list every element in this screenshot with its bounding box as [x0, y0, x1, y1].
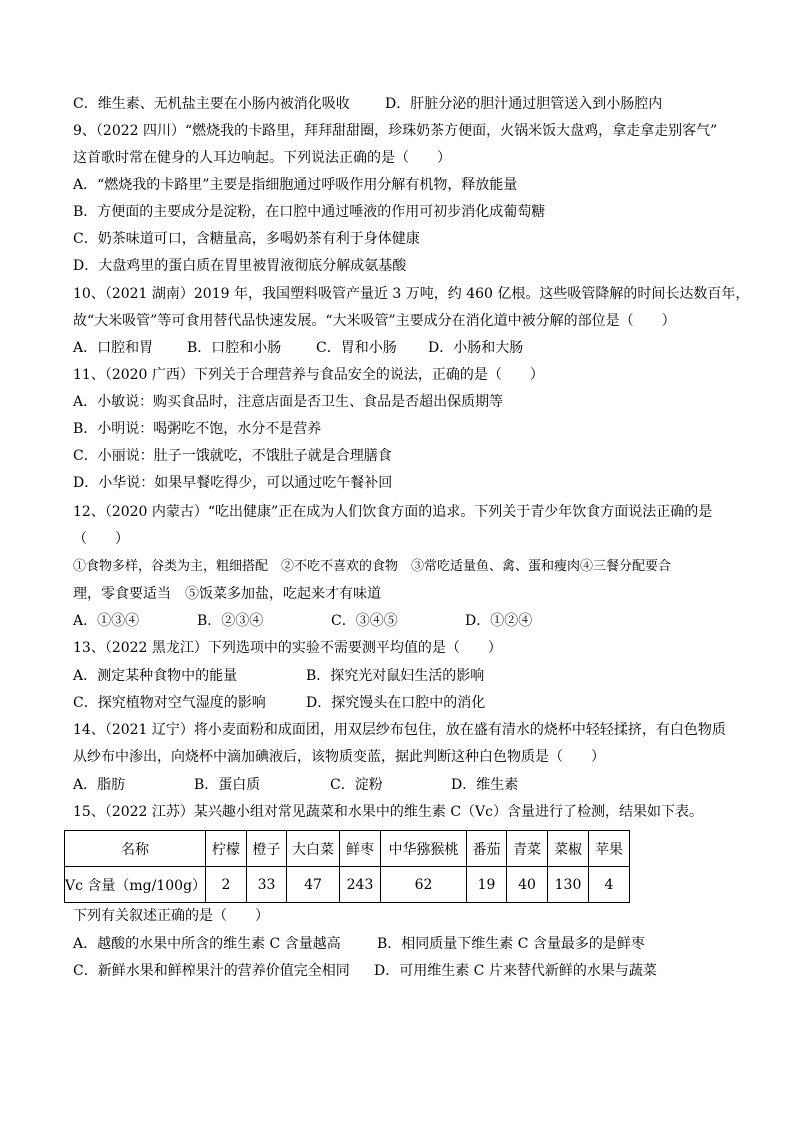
q9-option-c: C．奶茶味道可口，含糖量高，多喝奶茶有利于身体健康: [73, 231, 420, 247]
q15-option-a: A．越酸的水果中所含的维生素 C 含量越高: [73, 936, 341, 952]
table-value-cell: 130: [548, 867, 589, 903]
q11-option-b: B．小明说：喝粥吃不饱，水分不是营养: [73, 421, 322, 437]
table-header-cell: 柠檬: [206, 831, 247, 867]
q10-option-c: C．胃和小肠: [316, 340, 397, 356]
q11-option-c: C．小丽说：肚子一饿就吃，不饿肚子就是合理膳食: [73, 448, 392, 464]
table-header-cell: 中华猕猴桃: [381, 831, 467, 867]
table-header-cell: 橙子: [247, 831, 287, 867]
q15-option-d: D．可用维生素 C 片来替代新鲜的水果与蔬菜: [374, 963, 657, 979]
q12-option-c: C．③④⑤: [331, 613, 398, 629]
q12-stem-line1: 12、（2020 内蒙古）“吃出健康”正在成为人们饮食方面的追求。下列关于青少年饮食方面说法正确的是: [73, 504, 713, 520]
q15-stem: 15、（2022 江苏）某兴趣小组对常见蔬菜和水果中的维生素 C（Vc）含量进行了检测，结果如下表。: [73, 804, 704, 820]
q14-stem-line1: 14、（2021 辽宁）将小麦面粉和成面团，用双层纱布包住，放在盛有清水的烧杯中轻轻揉挤，有白色物质: [73, 722, 726, 738]
table-header-cell: 青菜: [507, 831, 548, 867]
q12-option-d: D．①②④: [465, 613, 533, 629]
q9-option-a: A．“燃烧我的卡路里”主要是指细胞通过呼吸作用分解有机物，释放能量: [73, 177, 518, 193]
table-header-cell: 番茄: [467, 831, 507, 867]
q10-option-d: D．小肠和大肠: [428, 340, 524, 356]
q13-stem: 13、（2022 黑龙江）下列选项中的实验不需要测平均值的是（ ）: [73, 640, 502, 656]
q12-choices-line2: 理，零食要适当 ⑤饭菜多加盐，吃起来才有味道: [73, 586, 381, 602]
q9-stem-line2: 这首歌时常在健身的人耳边响起。下列说法正确的是（ ）: [73, 150, 451, 166]
q9-option-b: B．方便面的主要成分是淀粉，在口腔中通过唾液的作用可初步消化成葡萄糖: [73, 204, 546, 220]
q12-option-a: A．①③④: [73, 613, 140, 629]
table-value-cell: 47: [287, 867, 340, 903]
q14-option-c: C．淀粉: [330, 777, 383, 793]
table-value-cell: 33: [247, 867, 287, 903]
table-row-label: Vc 含量（mg/100g）: [65, 867, 206, 903]
q14-option-b: B．蛋白质: [194, 777, 261, 793]
table-header-cell: 鲜枣: [340, 831, 381, 867]
q14-stem-line2: 从纱布中渗出，向烧杯中滴加碘液后，该物质变蓝，据此判断这种白色物质是（ ）: [73, 749, 605, 765]
table-header-label: 名称: [65, 831, 206, 867]
q9-stem-line1: 9、（2022 四川）“燃烧我的卡路里，拜拜甜甜圈，珍珠奶茶方便面，火锅米饭大盘鸡，拿走拿走别客气”: [73, 123, 718, 139]
table-value-cell: 243: [340, 867, 381, 903]
table-value-cell: 40: [507, 867, 548, 903]
q13-option-b: B．探究光对鼠妇生活的影响: [306, 668, 485, 684]
q13-option-c: C．探究植物对空气湿度的影响: [73, 695, 266, 711]
q13-option-d: D．探究馒头在口腔中的消化: [306, 695, 486, 711]
q11-stem: 11、（2020 广西）下列关于合理营养与食品安全的说法，正确的是（ ）: [73, 367, 544, 383]
table-header-cell: 苹果: [589, 831, 630, 867]
q14-option-d: D．维生素: [451, 777, 519, 793]
vitamin-c-table: [64, 830, 630, 903]
q13-option-a: A．测定某种食物中的能量: [73, 668, 238, 684]
q14-option-a: A．脂肪: [73, 777, 126, 793]
table-value-cell: 62: [381, 867, 467, 903]
q11-option-a: A．小敏说：购买食品时，注意店面是否卫生、食品是否超出保质期等: [73, 394, 504, 410]
q10-stem-line2: 故“大米吸管”等可食用替代品快速发展。“大米吸管”主要成分在消化道中被分解的部位是（ ）: [73, 313, 676, 329]
q8-option-d: D．肝脏分泌的胆汁通过胆管送入到小肠腔内: [385, 96, 663, 112]
q10-option-b: B．口腔和小肠: [187, 340, 282, 356]
q11-option-d: D．小华说：如果早餐吃得少，可以通过吃午餐补回: [73, 475, 393, 491]
q9-option-d: D．大盘鸡里的蛋白质在胃里被胃液彻底分解成氨基酸: [73, 258, 407, 274]
q10-option-a: A．口腔和胃: [73, 340, 154, 356]
q15-option-c: C．新鲜水果和鲜榨果汁的营养价值完全相同: [73, 963, 350, 979]
q12-choices-line1: ①食物多样，谷类为主，粗细搭配 ②不吃不喜欢的食物 ③常吃适量鱼、禽、蛋和瘦肉④三餐分配要合: [73, 559, 672, 574]
q15-prompt: 下列有关叙述正确的是（ ）: [73, 908, 269, 924]
table-value-cell: 19: [467, 867, 507, 903]
q8-option-c: C．维生素、无机盐主要在小肠内被消化吸收: [73, 96, 350, 112]
q15-option-b: B．相同质量下维生素 C 含量最多的是鲜枣: [377, 936, 645, 952]
table-value-cell: 4: [589, 867, 630, 903]
q12-option-b: B．②③④: [197, 613, 264, 629]
table-value-cell: 2: [206, 867, 247, 903]
table-header-cell: 菜椒: [548, 831, 589, 867]
q12-stem-line2: （ ）: [73, 531, 129, 547]
table-header-cell: 大白菜: [287, 831, 340, 867]
q10-stem-line1: 10、（2021 湖南）2019 年，我国塑料吸管产量近 3 万吨，约 460 亿根。这些吸管降解的时间长达数百年，: [73, 286, 750, 302]
